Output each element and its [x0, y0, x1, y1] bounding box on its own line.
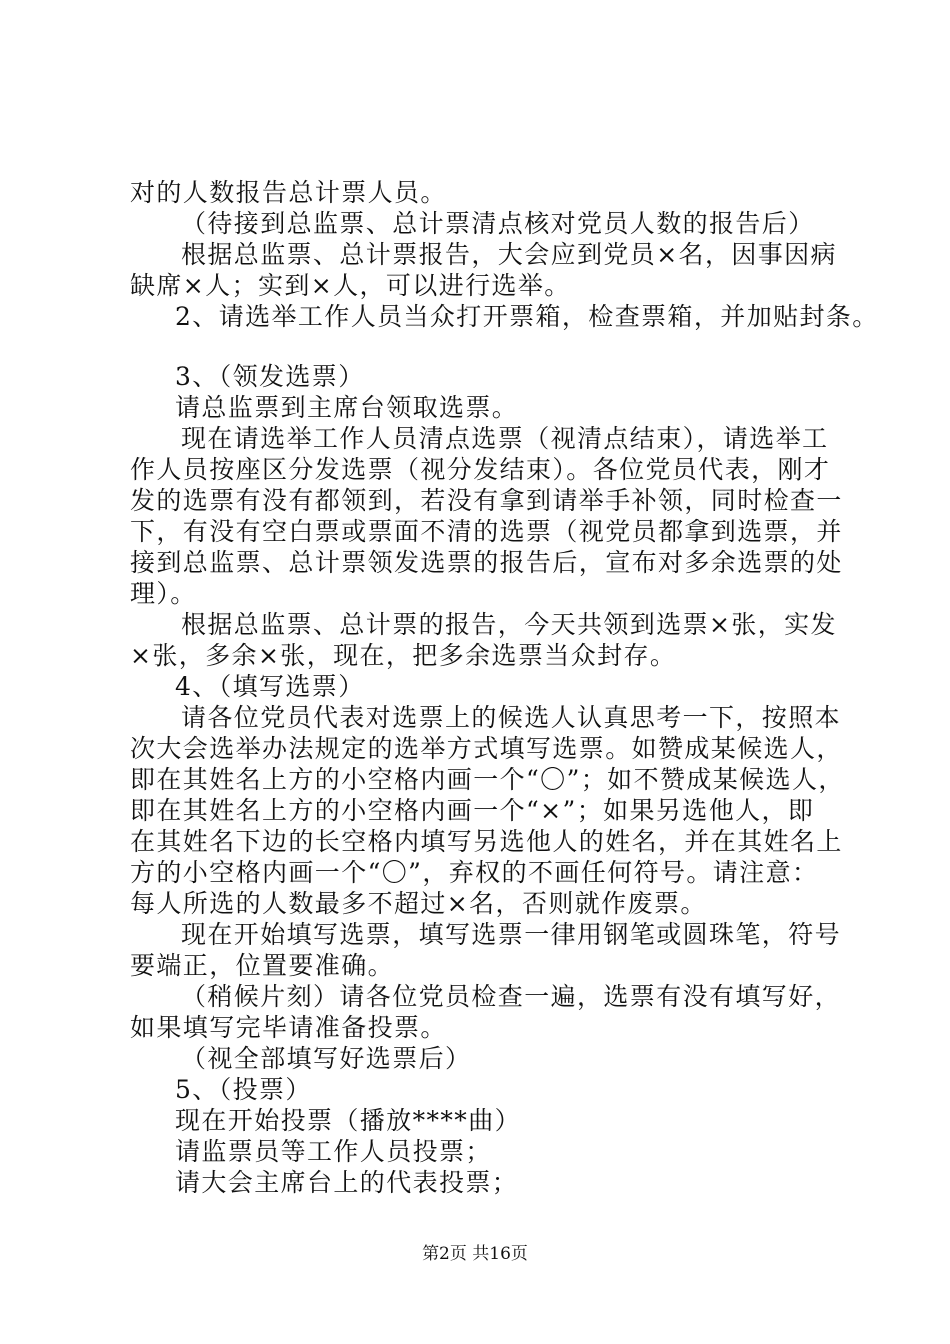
section-heading: 5、（投票） [175, 1075, 312, 1104]
text-line: 方的小空格内画一个“〇”，弃权的不画任何符号。请注意： [130, 858, 819, 887]
text-line: （待接到总监票、总计票清点核对党员人数的报告后） [181, 209, 815, 238]
text-line: （视全部填写好选票后） [181, 1044, 472, 1073]
text-line: 每人所选的人数最多不超过×名，否则就作废票。 [130, 889, 707, 918]
text-line: 理）。 [130, 579, 197, 608]
text-line: 如果填写完毕请准备投票。 [130, 1013, 447, 1042]
text-line: 即在其姓名上方的小空格内画一个“×”；如果另选他人，即 [130, 796, 815, 825]
text-line: 2、请选举工作人员当众打开票箱，检查票箱，并加贴封条。 [175, 302, 879, 331]
text-line: 现在请选举工作人员清点选票（视清点结束），请选举工 [181, 424, 829, 453]
text-line: 次大会选举办法规定的选举方式填写选票。如赞成某候选人， [130, 734, 843, 763]
text-line: 对的人数报告总计票人员。 [130, 178, 447, 207]
text-line: 根据总监票、总计票报告，大会应到党员×名，因事因病 [181, 240, 837, 269]
section-heading: 4、（填写选票） [175, 672, 365, 701]
text-line: 现在开始投票（播放****曲） [175, 1106, 522, 1135]
text-line: 根据总监票、总计票的报告，今天共领到选票×张，实发 [181, 610, 837, 639]
text-line: 即在其姓名上方的小空格内画一个“〇”；如不赞成某候选人， [130, 765, 845, 794]
text-line: 接到总监票、总计票领发选票的报告后，宣布对多余选票的处 [130, 548, 843, 577]
text-line: 现在开始填写选票，填写选票一律用钢笔或圆珠笔，符号 [181, 920, 842, 949]
text-line: 请总监票到主席台领取选票。 [175, 393, 519, 422]
text-line: 请大会主席台上的代表投票； [175, 1168, 519, 1197]
text-line: ×张，多余×张，现在，把多余选票当众封存。 [130, 641, 677, 670]
text-line: 在其姓名下边的长空格内填写另选他人的姓名，并在其姓名上 [130, 827, 843, 856]
text-line: 发的选票有没有都领到，若没有拿到请举手补领，同时检查一 [130, 486, 843, 515]
text-line: （稍候片刻）请各位党员检查一遍，选票有没有填写好， [181, 982, 842, 1011]
section-heading: 3、（领发选票） [175, 362, 365, 391]
text-line: 作人员按座区分发选票（视分发结束）。各位党员代表，刚才 [130, 455, 831, 484]
text-line: 下，有没有空白票或票面不清的选票（视党员都拿到选票，并 [130, 517, 843, 546]
text-line: 要端正，位置要准确。 [130, 951, 395, 980]
text-line: 请监票员等工作人员投票； [175, 1137, 492, 1166]
text-line: 请各位党员代表对选票上的候选人认真思考一下，按照本 [181, 703, 842, 732]
text-line: 缺席×人；实到×人，可以进行选举。 [130, 271, 571, 300]
page-number-footer: 第2页 共16页 [422, 1244, 528, 1264]
